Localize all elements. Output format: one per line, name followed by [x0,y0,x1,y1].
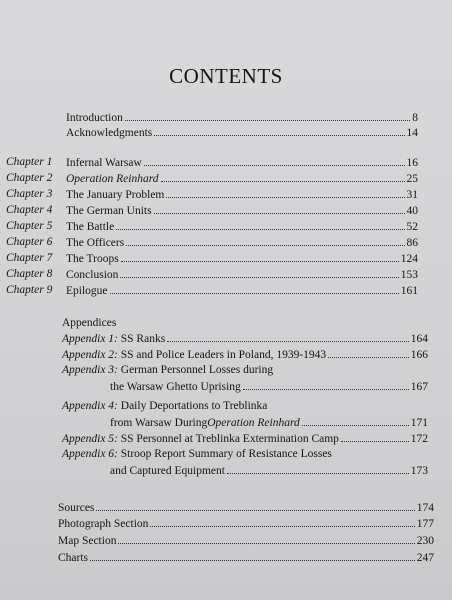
appendix-number: Appendix 2: [62,349,118,361]
toc-entry-appendix-6-line2 [110,463,428,478]
toc-entry-appendix-6-line1 [62,447,332,462]
toc-entry-chapter-7 [66,251,418,266]
page-number: 86 [406,237,418,249]
entry-label: Map Section [58,535,117,547]
page-number: 40 [406,205,418,217]
toc-entry-chapter-9 [66,283,418,298]
page-number: 31 [406,189,418,201]
chapter-number: Chapter 2 [6,172,53,184]
toc-entry-appendix-3-line2 [110,379,428,394]
page-number: 52 [406,221,418,233]
page-number: 167 [410,381,428,393]
toc-entry-sources [58,500,434,515]
chapter-number: Chapter 8 [6,268,53,280]
toc-entry-appendix-2 [62,347,428,362]
page-number: 153 [400,269,418,281]
toc-entry-photograph-section [58,516,434,531]
page-title: CONTENTS [169,64,283,88]
page-number: 166 [410,349,428,361]
toc-entry-map-section [58,533,434,548]
entry-label: SS Personnel at Treblinka Extermination Camp [120,433,339,445]
entry-label: Acknowledgments [66,127,153,139]
toc-entry-appendix-3-line1 [62,363,273,378]
entry-label: The German Units [66,205,152,217]
entry-label-italic: Operation Reinhard [207,417,300,429]
page-number: 124 [400,253,418,265]
entry-label: The January Problem [66,189,165,201]
page-number: 177 [416,518,434,530]
chapter-number: Chapter 4 [6,204,53,216]
entry-label: Sources [58,502,95,514]
toc-entry-chapter-6 [66,235,418,250]
page-number: 230 [416,535,434,547]
page-number: 8 [412,112,418,124]
entry-label: The Officers [66,237,125,249]
entry-label: SS and Police Leaders in Poland, 1939-1943 [120,349,327,361]
page-number: 16 [406,157,418,169]
toc-entry-appendix-5 [62,431,428,446]
chapter-number: Chapter 3 [6,188,53,200]
toc-entry-introduction [66,110,418,125]
appendices-heading: Appendices [62,317,117,329]
toc-entry-chapter-2 [66,171,418,186]
toc-entry-chapter-5 [66,219,418,234]
entry-label: Stroop Report Summary of Resistance Losses [120,448,332,460]
appendix-number: Appendix 5: [62,433,118,445]
toc-entry-chapter-1 [66,155,418,170]
appendix-number: Appendix 3: [62,364,118,376]
entry-label: Epilogue [66,285,108,297]
entry-label: Conclusion [66,269,119,281]
page-number: 173 [410,465,428,477]
entry-label: German Personnel Losses during [120,364,274,376]
entry-label: The Troops [66,253,119,265]
toc-entry-chapter-8 [66,267,418,282]
toc-entry-acknowledgments [66,125,418,140]
page-number: 247 [416,552,434,564]
toc-entry-charts [58,550,434,565]
entry-label-continued: the Warsaw Ghetto Uprising [110,381,241,393]
page-number: 171 [410,417,428,429]
toc-entry-appendix-1 [62,331,428,346]
entry-label: Charts [58,552,89,564]
page-number: 172 [410,433,428,445]
entry-label: SS Ranks [120,333,166,345]
page-number: 164 [410,333,428,345]
entry-label: The Battle [66,221,115,233]
page-number: 25 [406,173,418,185]
toc-entry-chapter-4 [66,203,418,218]
entry-label-continued: from Warsaw During [110,417,208,429]
chapter-number: Chapter 1 [6,156,53,168]
toc-entry-appendix-4-line1 [62,399,267,414]
entry-label-continued: and Captured Equipment [110,465,225,477]
appendix-number: Appendix 1: [62,333,118,345]
chapter-number: Chapter 6 [6,236,53,248]
entry-label: Introduction [66,112,123,124]
chapter-number: Chapter 9 [6,284,53,296]
entry-label: Infernal Warsaw [66,157,142,169]
page-number: 174 [416,502,434,514]
chapter-number: Chapter 7 [6,252,53,264]
toc-entry-appendix-4-line2 [110,415,428,430]
appendix-number: Appendix 6: [62,448,118,460]
entry-label: Daily Deportations to Treblinka [120,400,268,412]
toc-entry-chapter-3 [66,187,418,202]
entry-label: Operation Reinhard [66,173,159,185]
entry-label: Photograph Section [58,518,149,530]
chapter-number: Chapter 5 [6,220,53,232]
appendix-number: Appendix 4: [62,400,118,412]
page-number: 161 [400,285,418,297]
page-number: 14 [406,127,418,139]
